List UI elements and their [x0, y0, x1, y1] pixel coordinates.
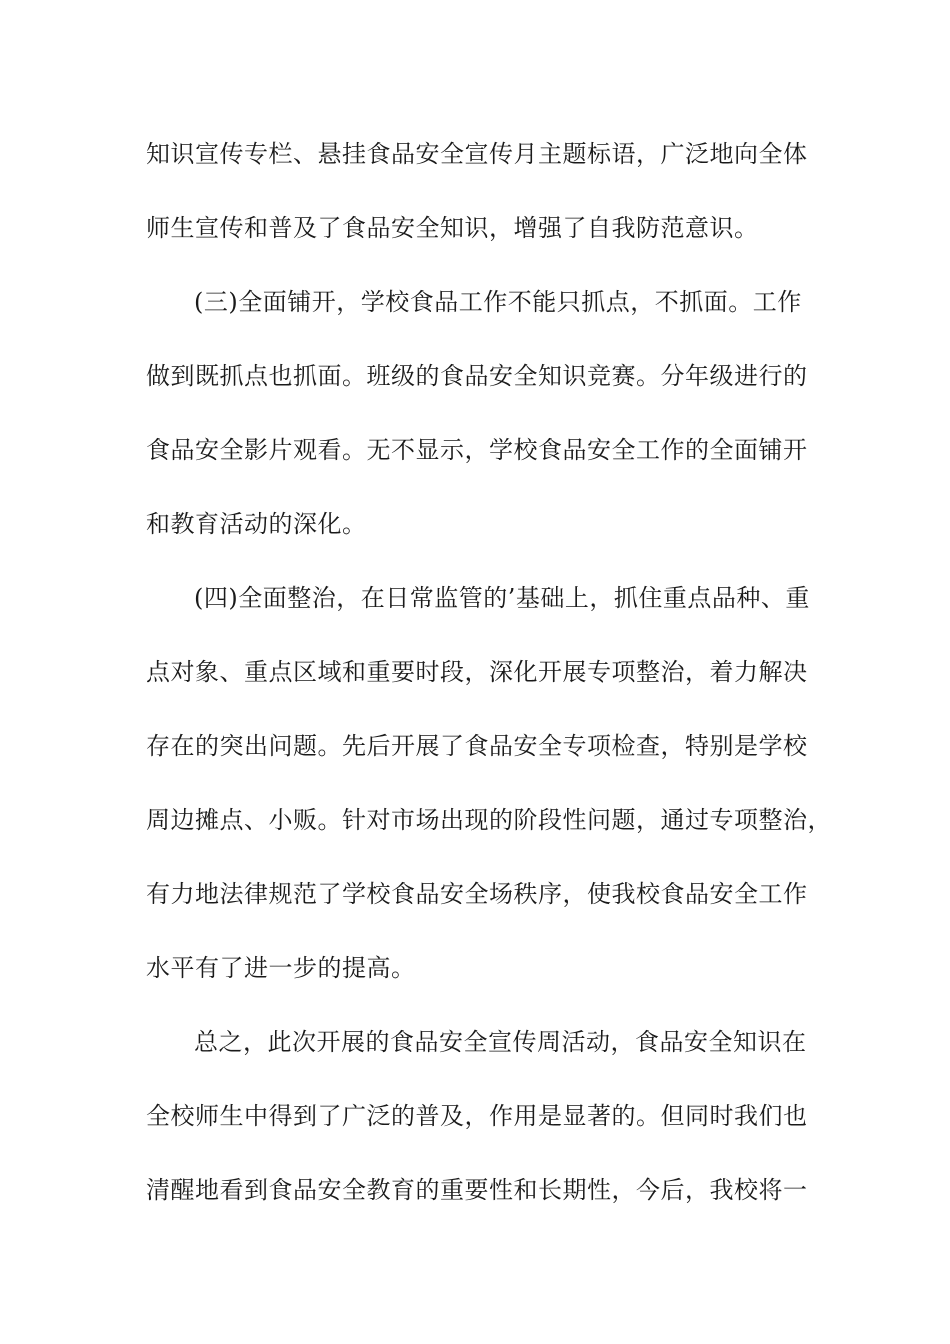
text-line: 全校师生中得到了广泛的普及，作用是显著的。但同时我们也	[146, 1102, 808, 1130]
text-line: 清醒地看到食品安全教育的重要性和长期性，今后，我校将一	[146, 1176, 808, 1204]
text-line: 食品安全影片观看。无不显示，学校食品安全工作的全面铺开	[146, 436, 808, 464]
text-line: 存在的突出问题。先后开展了食品安全专项检查，特别是学校	[146, 732, 808, 760]
text-line: 周边摊点、小贩。针对市场出现的阶段性问题，通过专项整治，	[146, 806, 832, 834]
text-line: 水平有了进一步的提高。	[146, 954, 416, 982]
paragraph-start-line: (四)全面整治，在日常监管的’基础上，抓住重点品种、重	[194, 584, 810, 612]
text-line: 有力地法律规范了学校食品安全场秩序，使我校食品安全工作	[146, 880, 808, 908]
text-line: 做到既抓点也抓面。班级的食品安全知识竞赛。分年级进行的	[146, 362, 808, 390]
text-line: 点对象、重点区域和重要时段，深化开展专项整治，着力解决	[146, 658, 808, 686]
text-line: 和教育活动的深化。	[146, 510, 367, 538]
paragraph-start-line: (三)全面铺开，学校食品工作不能只抓点，不抓面。工作	[194, 288, 802, 316]
text-line: 知识宣传专栏、悬挂食品安全宣传月主题标语，广泛地向全体	[146, 140, 808, 168]
document-body	[146, 128, 832, 1238]
text-line: 师生宣传和普及了食品安全知识，增强了自我防范意识。	[146, 214, 759, 242]
paragraph-start-line: 总之，此次开展的食品安全宣传周活动，食品安全知识在	[194, 1028, 807, 1056]
